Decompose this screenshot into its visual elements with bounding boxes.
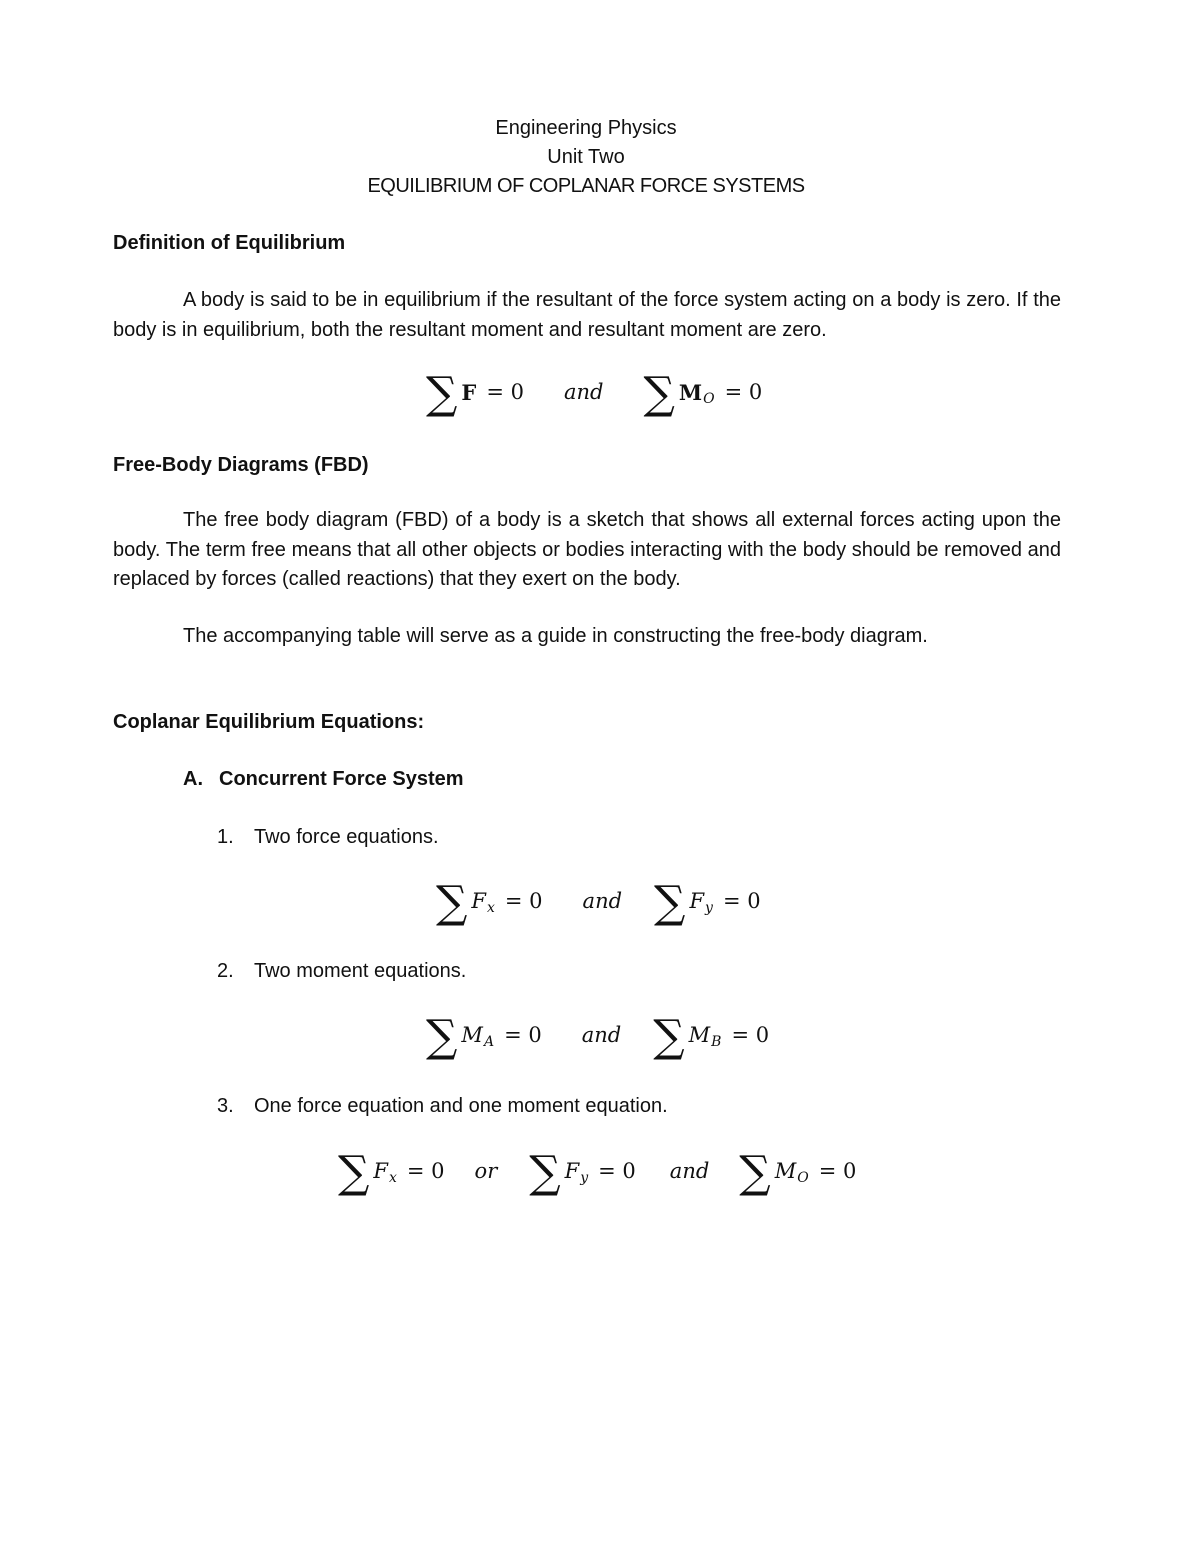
conjunction-and: and <box>563 380 604 404</box>
sum-moment-term <box>643 368 763 419</box>
force-vector: F <box>461 379 477 405</box>
moment-subscript: O <box>703 391 715 407</box>
conjunction-and: and <box>669 1159 710 1183</box>
equation-equilibrium <box>426 368 763 419</box>
moment-symbol: M <box>461 1023 483 1047</box>
conjunction-and: and <box>582 889 623 913</box>
unit-title: Unit Two <box>547 146 625 168</box>
equals-zero: = 0 <box>818 1159 857 1183</box>
sum-fy-term <box>529 1147 636 1198</box>
fbd-heading: Free-Body Diagrams (FBD) <box>113 454 369 476</box>
document-title: EQUILIBRIUM OF COPLANAR FORCE SYSTEMS <box>367 175 805 197</box>
sigma-symbol: ∑ <box>739 1147 771 1198</box>
list-item-number: 3. <box>217 1095 234 1117</box>
list-item-text: Two force equations. <box>254 826 439 848</box>
definition-heading: Definition of Equilibrium <box>113 232 346 254</box>
conjunction-or: or <box>474 1159 498 1183</box>
sum-ma-term <box>426 1011 542 1062</box>
sigma-symbol: ∑ <box>338 1147 370 1198</box>
equals-zero: = 0 <box>406 1159 445 1183</box>
sum-fx-term <box>338 1147 445 1198</box>
list-item-text: One force equation and one moment equation. <box>254 1095 668 1117</box>
definition-paragraph: A body is said to be in equilibrium if the resultant of the force system acting on a body is zero. If the body is in equilibrium, both the resultant moment and resultant moment are zero. <box>113 289 1061 341</box>
subscript-y: y <box>705 900 713 916</box>
sigma-symbol: ∑ <box>654 877 686 928</box>
subscript-b: B <box>711 1034 722 1050</box>
sigma-symbol: ∑ <box>643 368 675 419</box>
equals-zero: = 0 <box>486 380 524 404</box>
equals-zero: = 0 <box>504 889 543 913</box>
equals-zero: = 0 <box>598 1159 636 1183</box>
force-symbol: F <box>564 1159 580 1183</box>
list-item-text: Two moment equations. <box>254 960 467 982</box>
sigma-symbol: ∑ <box>529 1147 561 1198</box>
fbd-paragraph-2: The accompanying table will serve as a guide in constructing the free-body diagram. <box>183 625 928 647</box>
course-title: Engineering Physics <box>495 117 677 139</box>
sum-fx-term <box>436 877 543 928</box>
sigma-symbol: ∑ <box>426 1011 458 1062</box>
sigma-symbol: ∑ <box>436 877 468 928</box>
list-item-number: 1. <box>217 826 234 848</box>
equals-zero: = 0 <box>722 889 761 913</box>
equals-zero: = 0 <box>504 1023 542 1047</box>
equals-zero: = 0 <box>724 380 763 404</box>
subscript-a: A <box>483 1034 495 1050</box>
moment-vector: M <box>678 379 703 405</box>
force-symbol: F <box>373 1159 388 1183</box>
moment-symbol: M <box>688 1023 711 1047</box>
section-title: Concurrent Force System <box>219 768 464 790</box>
sum-mb-term <box>653 1011 770 1062</box>
list-item-number: 2. <box>217 960 234 982</box>
subscript-y: y <box>580 1170 589 1186</box>
moment-symbol: M <box>774 1159 797 1183</box>
subscript-o: O <box>797 1170 809 1186</box>
equals-zero: = 0 <box>731 1023 770 1047</box>
equation-two-force <box>436 877 761 928</box>
sum-fy-term <box>654 877 761 928</box>
fbd-paragraph: The free body diagram (FBD) of a body is a sketch that shows all external forces acting upon the body. The term free means that all other objects or bodies interacting with the body should be removed and replaced by forces (called reactions) that they exert on the body. <box>113 509 1061 590</box>
sum-mo-term <box>739 1147 857 1198</box>
sum-force-term <box>426 368 524 419</box>
equation-force-and-moment <box>338 1147 857 1198</box>
section-letter: A. <box>183 768 203 790</box>
force-symbol: F <box>471 889 486 913</box>
equation-two-moment <box>426 1011 770 1062</box>
force-symbol: F <box>689 889 705 913</box>
subscript-x: x <box>487 900 495 916</box>
sigma-symbol: ∑ <box>426 368 458 419</box>
coplanar-heading: Coplanar Equilibrium Equations: <box>113 711 425 733</box>
conjunction-and: and <box>581 1023 622 1047</box>
subscript-x: x <box>389 1170 397 1186</box>
sigma-symbol: ∑ <box>653 1011 685 1062</box>
